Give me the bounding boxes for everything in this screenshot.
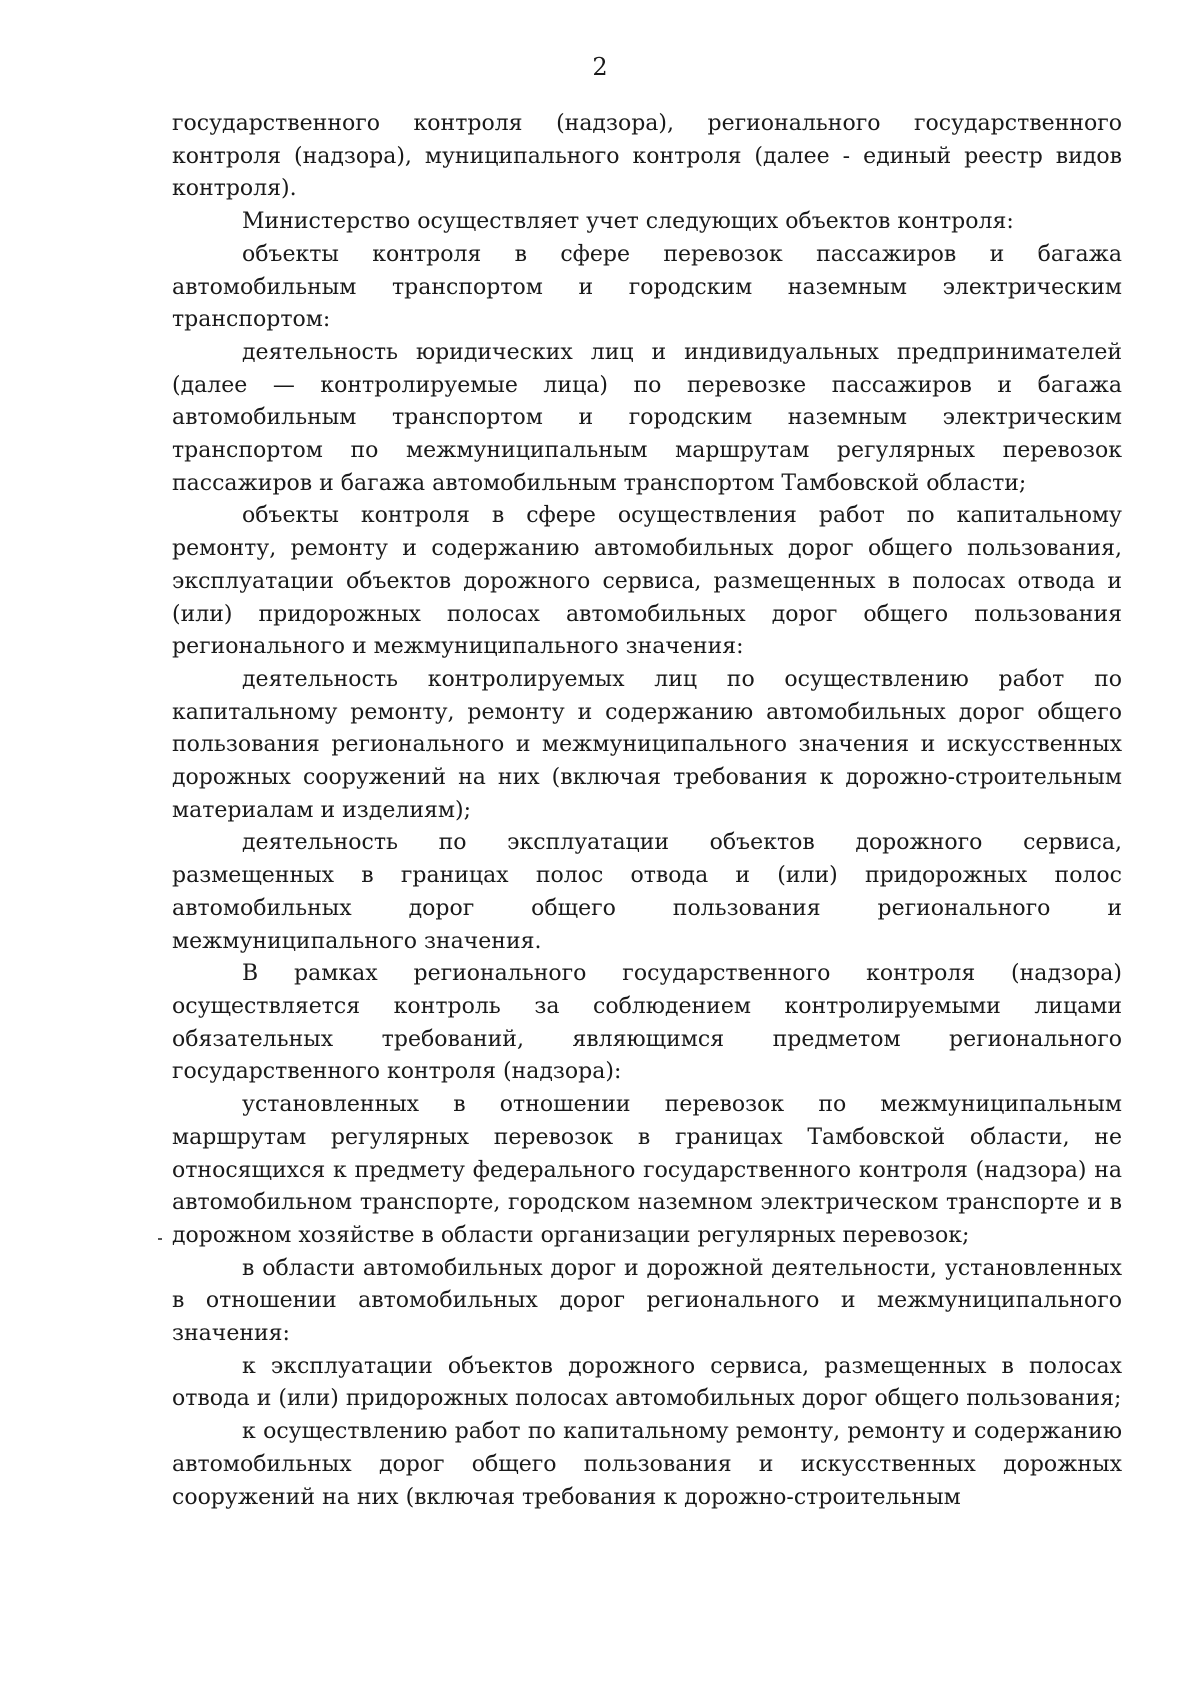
paragraph-repair-requirements: к осуществлению работ по капитальному ремонту, ремонту и содержанию автомобильных дорог общего пользования и искусственных дорожных сооружений на них (включая требования к дорожно-строительным	[172, 1419, 1122, 1510]
scan-mark	[158, 1238, 162, 1240]
paragraph-road-service-requirements: к эксплуатации объектов дорожного сервиса, размещенных в полосах отвода и (или) придорожных полосах автомобильных дорог общего пользования;	[172, 1353, 1122, 1412]
paragraph-control-scope: В рамках регионального государственного контроля (надзора) осуществляется контроль за соблюдением контролируемыми лицами обязательных требований, являющимся предметом регионального государственного контроля (надзора):	[172, 961, 1122, 1085]
document-body	[172, 108, 1122, 1514]
paragraph-road-objects: объекты контроля в сфере осуществления работ по капитальному ремонту, ремонту и содержанию автомобильных дорог общего пользования, эксплуатации объектов дорожного сервиса, размещенных в полосах отвода и (или) придорожных полосах автомобильных дорог общего пользования регионального и межмуниципального значения:	[172, 503, 1122, 660]
paragraph-road-activity: в области автомобильных дорог и дорожной деятельности, установленных в отношении автомобильных дорог регионального и межмуниципального значения:	[172, 1255, 1122, 1347]
paragraph-road-service-activity: деятельность по эксплуатации объектов дорожного сервиса, размещенных в границах полос отвода и (или) придорожных полос автомобильных дорог общего пользования регионального и межмуниципального значения.	[172, 830, 1122, 954]
paragraph-transport-objects: объекты контроля в сфере перевозок пассажиров и багажа автомобильным транспортом и городским наземным электрическим транспортом:	[172, 241, 1122, 333]
paragraph-intermunicipal-routes: установленных в отношении перевозок по межмуниципальным маршрутам регулярных перевозок в границах Тамбовской области, не относящихся к предмету федерального государственного контроля (надзора) на автомобильном транспорте, городском наземном электрическом транспорте и в дорожном хозяйстве в области организации регулярных перевозок;	[172, 1092, 1122, 1248]
paragraph-continuation: государственного контроля (надзора), регионального государственного контроля (надзора), муниципального контроля (далее - единый реестр видов контроля).	[172, 111, 1122, 202]
paragraph-road-works-activity: деятельность контролируемых лиц по осуществлению работ по капитальному ремонту, ремонту и содержанию автомобильных дорог общего пользования регионального и межмуниципального значения и искусственных дорожных сооружений на них (включая требования к дорожно-строительным материалам и изделиям);	[172, 666, 1122, 823]
page-number: 2	[592, 53, 608, 81]
paragraph-transport-activity: деятельность юридических лиц и индивидуальных предпринимателей (далее — контролируемые лица) по перевозке пассажиров и багажа автомобильным транспортом и городским наземным электрическим транспортом по межмуниципальным маршрутам регулярных перевозок пассажиров и багажа автомобильным транспортом Тамбовской области;	[172, 339, 1122, 496]
paragraph-objects-intro: Министерство осуществляет учет следующих объектов контроля:	[242, 209, 1014, 235]
